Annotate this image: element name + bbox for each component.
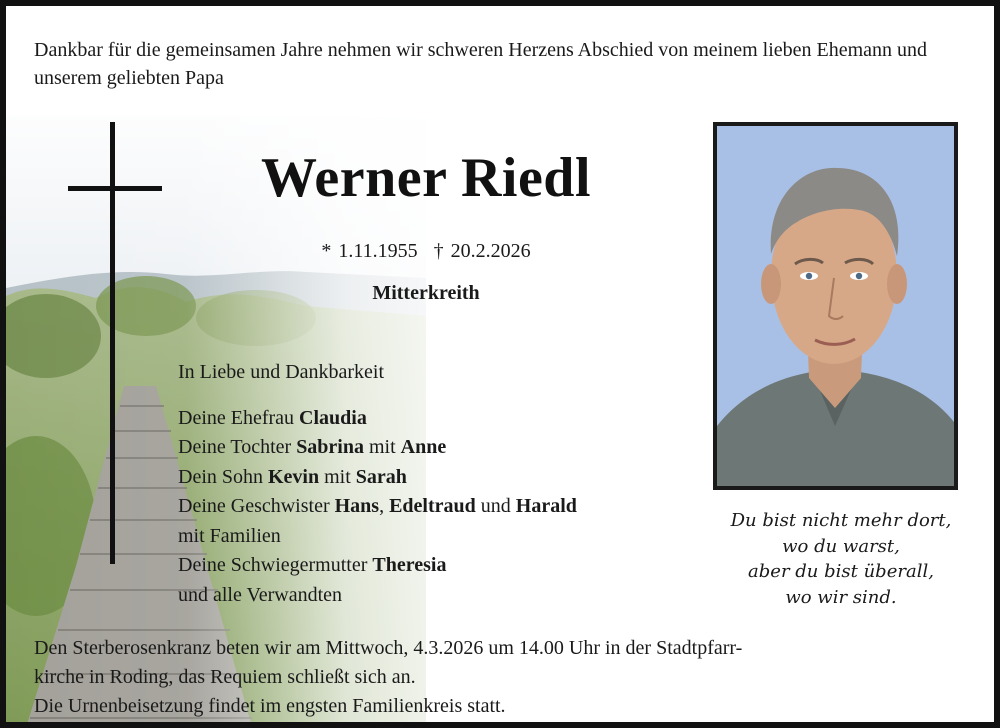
- quote-line: wo du warst,: [782, 535, 900, 557]
- footer-line: kirche in Roding, das Requiem schließt sich an.: [34, 666, 416, 688]
- mourner-siblings: Deine Geschwister Hans, Edeltraud und Harald: [178, 495, 577, 517]
- mourner-wife: Deine Ehefrau Claudia: [178, 406, 367, 429]
- birth-date: * 1.11.1955: [321, 240, 418, 262]
- life-dates: [186, 240, 666, 263]
- mourner-son: Dein Sohn Kevin mit Sarah: [178, 465, 407, 488]
- quote-line: aber du bist überall,: [748, 561, 934, 582]
- footer-line: Den Sterberosenkranz beten wir am Mittwoch, 4.3.2026 um 14.00 Uhr in der Stadtpfarr-: [34, 637, 743, 659]
- memorial-quote: [718, 508, 964, 610]
- intro-text: Dankbar für die gemeinsamen Jahre nehmen wir schweren Herzens Abschied von meinem lieben Ehemann und unserem geliebten Papa: [34, 39, 928, 89]
- mourners-list: [178, 358, 708, 610]
- quote-line: Du bist nicht mehr dort,: [730, 510, 952, 531]
- portrait-photo: [713, 122, 958, 490]
- mourner-daughter: Deine Tochter Sabrina mit Anne: [178, 436, 447, 458]
- quote-line: wo wir sind.: [785, 586, 897, 608]
- mourner-families: mit Familien: [178, 524, 281, 547]
- cross-icon-bar: [68, 186, 162, 191]
- deceased-name: Werner Riedl: [260, 147, 592, 209]
- mourner-relatives: und alle Verwandten: [178, 583, 343, 606]
- home-place: Mitterkreith: [372, 282, 480, 304]
- service-information: [34, 634, 974, 721]
- footer-line: Die Urnenbeisetzung findet im engsten Familienkreis statt.: [34, 695, 506, 717]
- mourners-lead: In Liebe und Dankbarkeit: [178, 361, 385, 383]
- mourner-mother-in-law: Deine Schwiegermutter Theresia: [178, 554, 447, 576]
- death-date: † 20.2.2026: [433, 240, 531, 262]
